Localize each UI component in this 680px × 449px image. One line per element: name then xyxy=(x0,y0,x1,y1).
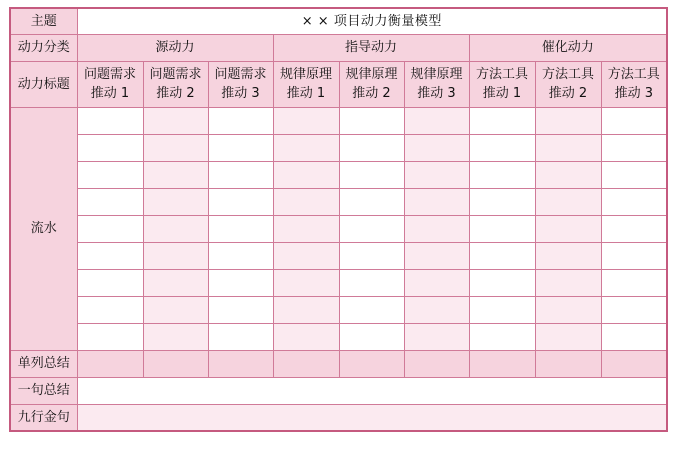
flow-cell[interactable] xyxy=(601,323,667,350)
column-heading: 规律原理 推动 2 xyxy=(339,61,404,107)
model-table-wrapper xyxy=(9,7,668,432)
column-heading: 方法工具 推动 3 xyxy=(601,61,667,107)
flow-cell[interactable] xyxy=(404,161,469,188)
flow-cell[interactable] xyxy=(208,134,273,161)
column-summary-label: 单列总结 xyxy=(10,350,77,377)
flow-cell[interactable] xyxy=(143,107,208,134)
summary-cell[interactable] xyxy=(77,350,143,377)
flow-cell[interactable] xyxy=(404,215,469,242)
flow-cell[interactable] xyxy=(273,296,339,323)
flow-cell[interactable] xyxy=(469,107,535,134)
flow-cell[interactable] xyxy=(273,134,339,161)
flow-cell[interactable] xyxy=(339,188,404,215)
flow-cell[interactable] xyxy=(535,215,601,242)
flow-cell[interactable] xyxy=(404,134,469,161)
project-motivation-model-table xyxy=(9,7,668,432)
nine-lines-label: 九行金句 xyxy=(10,404,77,431)
flow-cell[interactable] xyxy=(601,215,667,242)
heading-row xyxy=(10,61,667,107)
flow-cell[interactable] xyxy=(143,134,208,161)
flow-row xyxy=(10,134,667,161)
flow-cell[interactable] xyxy=(469,161,535,188)
flow-cell[interactable] xyxy=(404,242,469,269)
category-label: 动力分类 xyxy=(10,34,77,61)
flow-cell[interactable] xyxy=(208,215,273,242)
flow-cell[interactable] xyxy=(339,269,404,296)
summary-cell[interactable] xyxy=(339,350,404,377)
flow-cell[interactable] xyxy=(339,161,404,188)
flow-cell[interactable] xyxy=(143,188,208,215)
flow-cell[interactable] xyxy=(208,323,273,350)
group-source-motivation: 源动力 xyxy=(77,34,273,61)
flow-cell[interactable] xyxy=(208,269,273,296)
flow-cell[interactable] xyxy=(208,107,273,134)
flow-cell[interactable] xyxy=(77,107,143,134)
flow-cell[interactable] xyxy=(469,242,535,269)
flow-cell[interactable] xyxy=(339,323,404,350)
flow-row xyxy=(10,161,667,188)
column-heading: 规律原理 推动 1 xyxy=(273,61,339,107)
flow-cell[interactable] xyxy=(273,215,339,242)
group-guiding-motivation: 指导动力 xyxy=(273,34,469,61)
flow-cell[interactable] xyxy=(535,188,601,215)
flow-row xyxy=(10,296,667,323)
summary-cell[interactable] xyxy=(601,350,667,377)
flow-cell[interactable] xyxy=(601,107,667,134)
flow-cell[interactable] xyxy=(77,296,143,323)
flow-cell[interactable] xyxy=(77,134,143,161)
flow-cell[interactable] xyxy=(339,134,404,161)
summary-cell[interactable] xyxy=(143,350,208,377)
table-title: × × 项目动力衡量模型 xyxy=(77,8,667,34)
flow-cell[interactable] xyxy=(77,242,143,269)
category-row xyxy=(10,34,667,61)
flow-cell[interactable] xyxy=(208,296,273,323)
one-sentence-cell[interactable] xyxy=(77,377,667,404)
theme-label: 主题 xyxy=(10,8,77,34)
flow-cell[interactable] xyxy=(273,161,339,188)
summary-cell[interactable] xyxy=(208,350,273,377)
nine-lines-row xyxy=(10,404,667,431)
flow-cell[interactable] xyxy=(273,242,339,269)
one-sentence-row xyxy=(10,377,667,404)
flow-row xyxy=(10,269,667,296)
flow-cell[interactable] xyxy=(601,161,667,188)
flow-cell[interactable] xyxy=(143,323,208,350)
flow-cell[interactable] xyxy=(535,323,601,350)
column-heading: 方法工具 推动 1 xyxy=(469,61,535,107)
flow-row xyxy=(10,107,667,134)
flow-cell[interactable] xyxy=(404,269,469,296)
flow-cell[interactable] xyxy=(601,269,667,296)
flow-row xyxy=(10,323,667,350)
flow-cell[interactable] xyxy=(143,269,208,296)
flow-label: 流水 xyxy=(10,107,77,350)
flow-cell[interactable] xyxy=(469,215,535,242)
flow-cell[interactable] xyxy=(601,134,667,161)
flow-cell[interactable] xyxy=(601,188,667,215)
flow-cell[interactable] xyxy=(404,107,469,134)
flow-cell[interactable] xyxy=(208,161,273,188)
flow-cell[interactable] xyxy=(469,269,535,296)
flow-cell[interactable] xyxy=(404,188,469,215)
nine-lines-cell[interactable] xyxy=(77,404,667,431)
flow-row xyxy=(10,242,667,269)
column-heading: 方法工具 推动 2 xyxy=(535,61,601,107)
flow-cell[interactable] xyxy=(469,134,535,161)
flow-cell[interactable] xyxy=(339,242,404,269)
flow-cell[interactable] xyxy=(273,107,339,134)
flow-cell[interactable] xyxy=(469,188,535,215)
flow-cell[interactable] xyxy=(77,161,143,188)
flow-cell[interactable] xyxy=(77,323,143,350)
summary-cell[interactable] xyxy=(469,350,535,377)
flow-cell[interactable] xyxy=(339,215,404,242)
flow-cell[interactable] xyxy=(535,134,601,161)
flow-cell[interactable] xyxy=(273,323,339,350)
flow-cell[interactable] xyxy=(208,242,273,269)
summary-cell[interactable] xyxy=(404,350,469,377)
flow-row xyxy=(10,188,667,215)
column-heading: 问题需求 推动 1 xyxy=(77,61,143,107)
title-row xyxy=(10,8,667,34)
flow-cell[interactable] xyxy=(535,161,601,188)
group-catalytic-motivation: 催化动力 xyxy=(469,34,667,61)
flow-cell[interactable] xyxy=(601,242,667,269)
flow-cell[interactable] xyxy=(77,269,143,296)
flow-cell[interactable] xyxy=(339,107,404,134)
flow-cell[interactable] xyxy=(469,323,535,350)
flow-cell[interactable] xyxy=(404,296,469,323)
flow-cell[interactable] xyxy=(143,215,208,242)
flow-cell[interactable] xyxy=(208,188,273,215)
column-heading: 问题需求 推动 3 xyxy=(208,61,273,107)
column-summary-row xyxy=(10,350,667,377)
flow-cell[interactable] xyxy=(143,161,208,188)
column-heading: 问题需求 推动 2 xyxy=(143,61,208,107)
heading-label: 动力标题 xyxy=(10,61,77,107)
flow-cell[interactable] xyxy=(273,188,339,215)
column-heading: 规律原理 推动 3 xyxy=(404,61,469,107)
flow-cell[interactable] xyxy=(143,296,208,323)
one-sentence-label: 一句总结 xyxy=(10,377,77,404)
flow-cell[interactable] xyxy=(273,269,339,296)
flow-cell[interactable] xyxy=(143,242,208,269)
flow-cell[interactable] xyxy=(601,296,667,323)
flow-cell[interactable] xyxy=(469,296,535,323)
flow-cell[interactable] xyxy=(535,296,601,323)
flow-cell[interactable] xyxy=(404,323,469,350)
flow-cell[interactable] xyxy=(535,107,601,134)
summary-cell[interactable] xyxy=(273,350,339,377)
flow-cell[interactable] xyxy=(77,215,143,242)
summary-cell[interactable] xyxy=(535,350,601,377)
flow-cell[interactable] xyxy=(535,242,601,269)
flow-cell[interactable] xyxy=(339,296,404,323)
flow-cell[interactable] xyxy=(77,188,143,215)
flow-row xyxy=(10,215,667,242)
flow-cell[interactable] xyxy=(535,269,601,296)
